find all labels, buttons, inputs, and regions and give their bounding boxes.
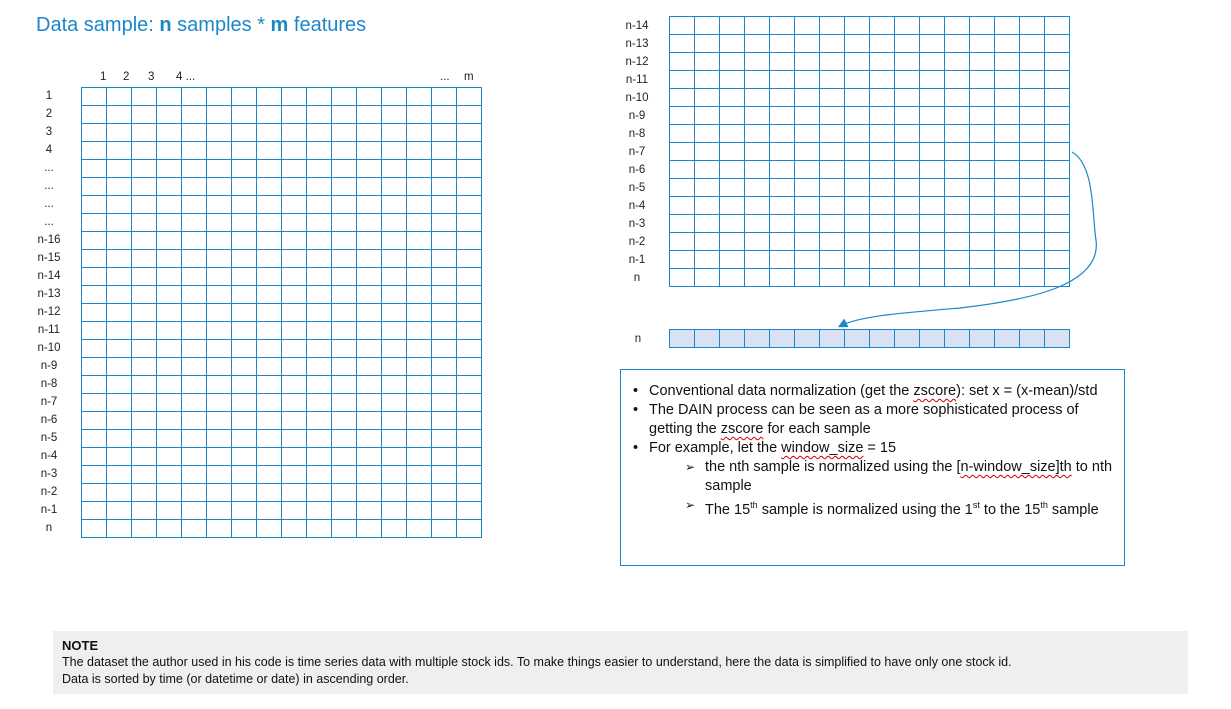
- window-row-label: n-3: [628, 218, 646, 230]
- left-row-label: n-10: [37, 342, 61, 354]
- left-row-label: 4: [45, 144, 53, 156]
- window-row-label: n-7: [628, 146, 646, 158]
- window-row-label: n-13: [625, 38, 649, 50]
- left-row-label: 3: [45, 126, 53, 138]
- left-row-label: 1: [45, 90, 53, 102]
- left-row-label: n-14: [37, 270, 61, 282]
- window-row-label: n-2: [628, 236, 646, 248]
- note-heading: NOTE: [62, 638, 99, 653]
- left-row-label: n-3: [40, 468, 58, 480]
- left-row-label: n-11: [37, 324, 61, 336]
- left-row-label: ...: [44, 198, 54, 210]
- description-box: [620, 369, 1125, 566]
- sub-bullet-15th-sample: ➢ The 15th sample is normalized using the 1st to the 15th sample: [685, 498, 1099, 518]
- sub-bullet-nth-sample: ➢ the nth sample is normalized using the [n-window_size]th to nth sample: [685, 459, 1113, 494]
- left-row-label: n: [45, 522, 53, 534]
- window-row-label: n-14: [625, 20, 649, 32]
- left-row-label: n-8: [40, 378, 58, 390]
- left-row-label: n-5: [40, 432, 58, 444]
- window-row-label: n-12: [625, 56, 649, 68]
- left-row-label: n-13: [37, 288, 61, 300]
- left-column-label: 2: [123, 71, 130, 83]
- left-row-label: 2: [45, 108, 53, 120]
- left-column-label: ...: [440, 71, 450, 83]
- window-row-label: n-11: [625, 74, 649, 86]
- left-column-label: 3: [148, 71, 155, 83]
- window-row-label: n-6: [628, 164, 646, 176]
- note-line-1: The dataset the author used in his code is time series data with multiple stock ids. To make things easier to understand, here the data is simplified to have only one stock id.: [62, 655, 1012, 669]
- left-row-label: n-2: [40, 486, 58, 498]
- left-row-label: ...: [44, 162, 54, 174]
- left-row-label: n-16: [37, 234, 61, 246]
- window-row-label: n: [633, 272, 641, 284]
- left-row-label: n-4: [40, 450, 58, 462]
- window-row-label: n-9: [628, 110, 646, 122]
- note-line-2: Data is sorted by time (or datetime or date) in ascending order.: [62, 672, 409, 686]
- left-column-label: 1: [100, 71, 107, 83]
- diagram-title: Data sample: n samples * m features: [36, 14, 367, 36]
- left-row-label: n-1: [40, 504, 58, 516]
- window-row-label: n-8: [628, 128, 646, 140]
- left-row-label: ...: [44, 216, 54, 228]
- left-column-label: m: [464, 71, 474, 83]
- window-row-label: n-10: [625, 92, 649, 104]
- left-row-label: n-7: [40, 396, 58, 408]
- bullet-conventional-normalization: • Conventional data normalization (get the zscore): set x = (x-mean)/std: [633, 383, 1098, 399]
- left-row-label: n-15: [37, 252, 61, 264]
- window-row-label: n-1: [628, 254, 646, 266]
- left-row-label: n-12: [37, 306, 61, 318]
- bullet-dain-process: • The DAIN process can be seen as a more sophisticated process of getting the zscore for each sample: [633, 402, 1079, 437]
- result-row-label: n: [634, 333, 642, 345]
- window-row-label: n-4: [628, 200, 646, 212]
- left-row-label: ...: [44, 180, 54, 192]
- left-row-label: n-9: [40, 360, 58, 372]
- left-column-label: 4 ...: [176, 71, 196, 83]
- note-box: [53, 631, 1188, 694]
- left-row-label: n-6: [40, 414, 58, 426]
- bullet-example: • For example, let the window_size = 15: [633, 440, 897, 456]
- window-row-label: n-5: [628, 182, 646, 194]
